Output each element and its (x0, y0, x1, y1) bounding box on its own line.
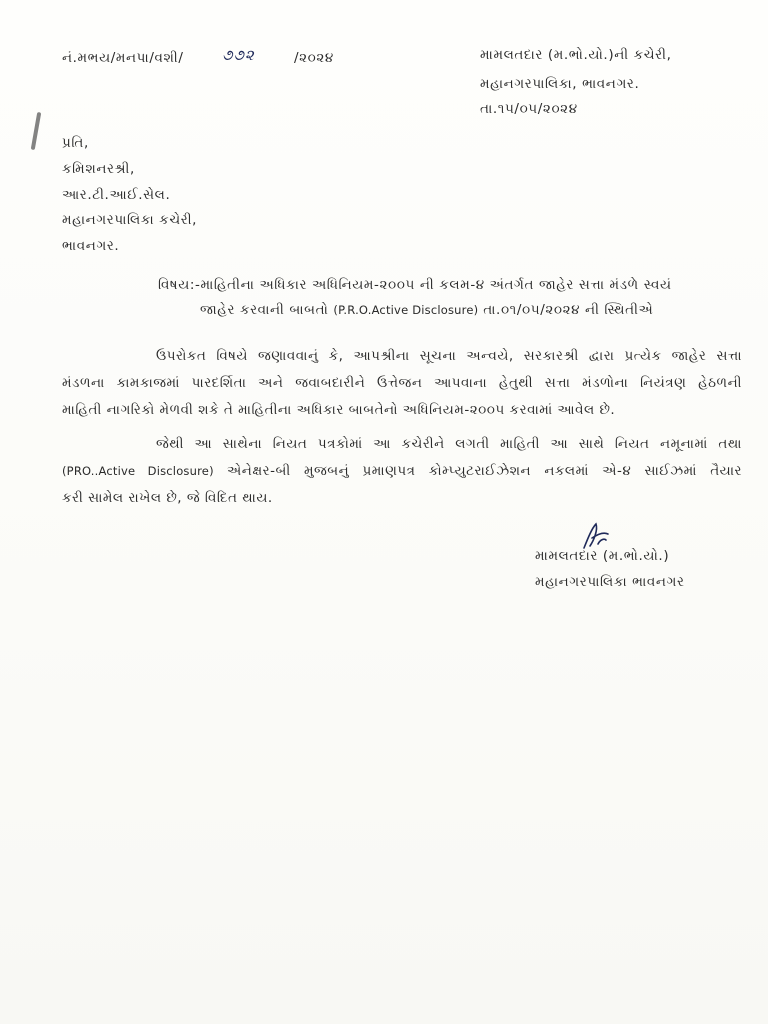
body-paragraph-2 (62, 431, 742, 512)
paragraph2-line3: કરી સામેલ રાખેલ છે, જે વિદિત થાય. (62, 490, 273, 506)
subject-line2: જાહેર કરવાની બાબતો (P.R.O.Active Disclosure) તા.૦૧/૦૫/૨૦૨૪ ની સ્થિતીએ (200, 302, 654, 318)
paragraph2-line2: (PRO..Active Disclosure) એનેક્ષર-બી મુજબનું પ્રમાણપત્ર કોમ્પ્યુટરાઈઝેશન નકલમાં એ-૪ સાઈઝમાં તૈયાર (62, 463, 742, 479)
to-label: પ્રતિ, (62, 135, 89, 151)
body-paragraph-1 (62, 343, 742, 424)
paragraph1-line3: માહિતી નાગરિકો મેળવી શકે તે માહિતીના અધિકાર બાબતેનો અધિનિયમ-૨૦૦૫ કરવામાં આવેલ છે. (62, 402, 616, 418)
recipient-line1: કમિશનરશ્રી, (62, 161, 135, 177)
paragraph2-line1: જેથી આ સાથેના નિયત પત્રકોમાં આ કચેરીને લગતી માહિતી આ સાથે નિયત નમૂનામાં તથા (156, 436, 742, 452)
signatory-office: મહાનગરપાલિકા ભાવનગર (535, 574, 685, 590)
letter-date: તા.૧૫/૦૫/૨૦૨૪ (480, 101, 578, 117)
subject-line1: વિષય:-માહિતીના અધિકાર અધિનિયમ-૨૦૦૫ ની કલમ-૪ અંતર્ગત જાહેર સત્તા મંડળે સ્વયં (158, 277, 672, 293)
reference-number-handwritten: ૭૭૨ (222, 46, 255, 64)
margin-pen-mark (31, 112, 42, 150)
sender-office-line1: મામલતદાર (મ.ભો.યો.)ની કચેરી, (480, 47, 672, 63)
reference-year: /૨૦૨૪ (294, 50, 334, 66)
recipient-line2: આર.ટી.આઈ.સેલ. (62, 187, 171, 203)
reference-prefix: નં.મભય/મનપા/વશી/ (62, 50, 184, 66)
recipient-line4: ભાવનગર. (62, 238, 120, 254)
sender-office-line2: મહાનગરપાલિકા, ભાવનગર. (480, 76, 640, 92)
paragraph1-line1: ઉપરોકત વિષયે જણાવવાનું કે, આપશ્રીના સૂચના અન્વયે, સરકારશ્રી દ્વારા પ્રત્યેક જાહેર સત્તા (156, 348, 742, 364)
paragraph2-latin-text: (PRO..Active Disclosure) (62, 464, 214, 478)
recipient-line3: મહાનગરપાલિકા કચેરી, (62, 212, 198, 228)
subject-latin-text: (P.R.O.Active Disclosure) (333, 303, 479, 317)
signatory-title: મામલતદાર (મ.ભો.યો.) (535, 548, 670, 564)
paragraph1-line2: મંડળના કામકાજમાં પારદર્શિતા અને જવાબદારીને ઉત્તેજન આપવાના હેતુથી સત્તા મંડળોના નિયંત્રણ હેઠળની (62, 375, 742, 391)
